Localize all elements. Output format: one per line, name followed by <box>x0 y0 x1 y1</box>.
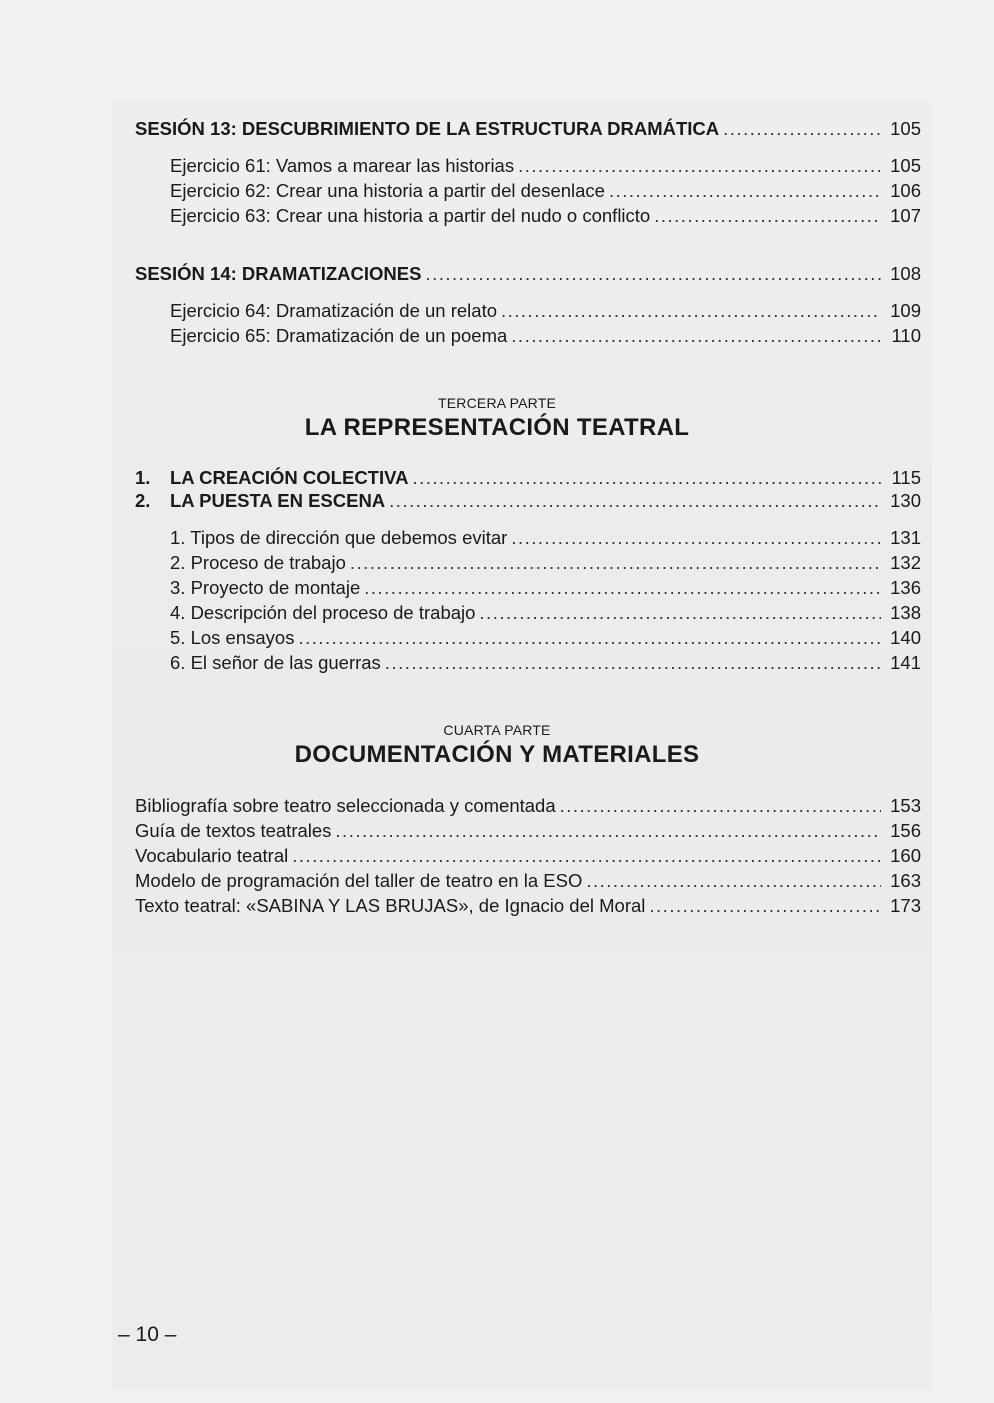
part-4-label: CUARTA PARTE <box>443 722 551 738</box>
toc-section-creacion-colectiva[interactable] <box>135 467 921 489</box>
toc-session-13-heading[interactable] <box>135 118 921 140</box>
toc-page-number: 173 <box>890 895 921 916</box>
toc-entry-guia-textos[interactable] <box>135 820 921 842</box>
toc-page-number: 163 <box>890 870 921 891</box>
toc-entry-tipos-de-direccion[interactable] <box>170 527 921 549</box>
toc-entry-label: Texto teatral: «SABINA Y LAS BRUJAS», de Ignacio del Moral <box>135 895 646 916</box>
toc-entry-label: SESIÓN 14: DRAMATIZACIONES <box>135 263 422 284</box>
leader-dots <box>723 118 881 140</box>
page-number-footer: – 10 – <box>118 1323 177 1346</box>
toc-entry-bibliografia[interactable] <box>135 795 921 817</box>
toc-page-number: 109 <box>890 300 921 321</box>
toc-entry-label: Ejercicio 63: Crear una historia a partir del nudo o conflicto <box>170 205 651 226</box>
leader-dots <box>350 552 881 574</box>
leader-dots <box>649 895 881 917</box>
toc-page-number: 105 <box>890 155 921 176</box>
leader-dots <box>511 527 881 549</box>
toc-entry-label: Vocabulario teatral <box>135 845 289 866</box>
toc-entry-ejercicio-64[interactable] <box>170 300 921 322</box>
leader-dots <box>389 490 881 512</box>
section-number: 1. <box>135 467 151 488</box>
toc-entry-label: 2. Proceso de trabajo <box>170 552 346 573</box>
toc-entry-label: LA PUESTA EN ESCENA <box>170 490 386 511</box>
toc-entry-label: Guía de textos teatrales <box>135 820 332 841</box>
part-3-label: TERCERA PARTE <box>438 395 556 411</box>
toc-page-number: 138 <box>890 602 921 623</box>
toc-entry-label: 4. Descripción del proceso de trabajo <box>170 602 476 623</box>
toc-page-number: 106 <box>890 180 921 201</box>
toc-page-number: 153 <box>890 795 921 816</box>
toc-page-number: 140 <box>890 627 921 648</box>
toc-page-number: 105 <box>890 118 921 139</box>
toc-entry-ejercicio-62[interactable] <box>170 180 921 202</box>
toc-page-number: 132 <box>890 552 921 573</box>
toc-entry-label: 5. Los ensayos <box>170 627 295 648</box>
toc-section-puesta-en-escena[interactable] <box>135 490 921 512</box>
toc-page-number: 107 <box>890 205 921 226</box>
toc-page-number: 130 <box>890 490 921 511</box>
leader-dots <box>479 602 881 624</box>
leader-dots <box>292 845 881 867</box>
leader-dots <box>501 300 881 322</box>
leader-dots <box>364 577 881 599</box>
toc-page-number: 156 <box>890 820 921 841</box>
toc-page-number: 108 <box>890 263 921 284</box>
part-4-title: DOCUMENTACIÓN Y MATERIALES <box>294 741 700 768</box>
leader-dots <box>298 627 881 649</box>
leader-dots <box>511 325 881 347</box>
toc-entry-ejercicio-63[interactable] <box>170 205 921 227</box>
toc-entry-proyecto-de-montaje[interactable] <box>170 577 921 599</box>
toc-page-number: 136 <box>890 577 921 598</box>
toc-entry-label: Modelo de programación del taller de teatro en la ESO <box>135 870 583 891</box>
toc-entry-label: 6. El señor de las guerras <box>170 652 381 673</box>
leader-dots <box>586 870 881 892</box>
toc-entry-label: Ejercicio 61: Vamos a marear las historias <box>170 155 515 176</box>
section-number: 2. <box>135 490 151 511</box>
toc-entry-label: 3. Proyecto de montaje <box>170 577 361 598</box>
leader-dots <box>385 652 881 674</box>
toc-entry-senor-de-las-guerras[interactable] <box>170 652 921 674</box>
toc-entry-texto-teatral[interactable] <box>135 895 921 917</box>
toc-page-number: 141 <box>890 652 921 673</box>
toc-page-number: 160 <box>890 845 921 866</box>
toc-entry-label: Ejercicio 62: Crear una historia a partir del desenlace <box>170 180 605 201</box>
toc-entry-vocabulario[interactable] <box>135 845 921 867</box>
toc-entry-descripcion-proceso[interactable] <box>170 602 921 624</box>
toc-entry-label: SESIÓN 13: DESCUBRIMIENTO DE LA ESTRUCTURA DRAMÁTICA <box>135 118 720 139</box>
leader-dots <box>609 180 881 202</box>
toc-entry-label: 1. Tipos de dirección que debemos evitar <box>170 527 508 548</box>
leader-dots <box>425 263 881 285</box>
toc-entry-ejercicio-65[interactable] <box>170 325 921 347</box>
toc-page-number: 115 <box>891 467 921 488</box>
leader-dots <box>560 795 881 817</box>
toc-entry-label: Ejercicio 64: Dramatización de un relato <box>170 300 497 321</box>
leader-dots <box>335 820 881 842</box>
part-3-title: LA REPRESENTACIÓN TEATRAL <box>304 414 690 441</box>
toc-page-number: 131 <box>890 527 921 548</box>
toc-entry-los-ensayos[interactable] <box>170 627 921 649</box>
toc-entry-label: Ejercicio 65: Dramatización de un poema <box>170 325 508 346</box>
toc-entry-proceso-de-trabajo[interactable] <box>170 552 921 574</box>
toc-session-14-heading[interactable] <box>135 263 921 285</box>
toc-entry-ejercicio-61[interactable] <box>170 155 921 177</box>
leader-dots <box>654 205 881 227</box>
leader-dots <box>412 467 881 489</box>
toc-entry-label: LA CREACIÓN COLECTIVA <box>170 467 409 488</box>
leader-dots <box>518 155 881 177</box>
toc-page-number: 110 <box>891 325 921 346</box>
toc-entry-label: Bibliografía sobre teatro seleccionada y comentada <box>135 795 556 816</box>
toc-entry-modelo-programacion[interactable] <box>135 870 921 892</box>
